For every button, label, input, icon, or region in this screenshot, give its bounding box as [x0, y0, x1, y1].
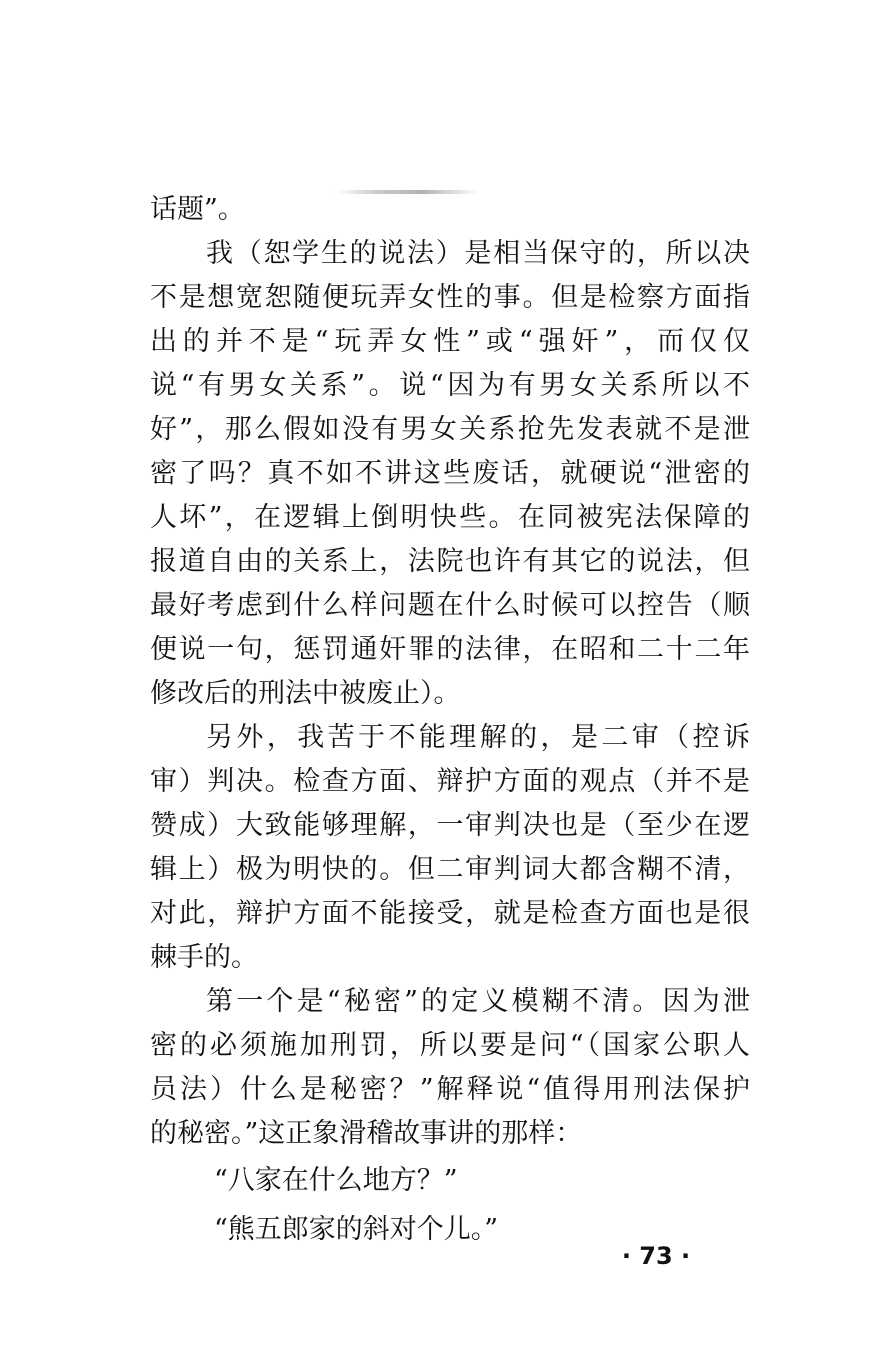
text-line: 对此，辩护方面不能接受，就是检查方面也是很	[150, 898, 750, 929]
text-line: 报道自由的关系上，法院也许有其它的说法，但	[150, 546, 750, 577]
text-line: 最好考虑到什么样问题在什么时候可以控告（顺	[150, 590, 750, 621]
text-line: 人坏”，在逻辑上倒明快些。在同被宪法保障的	[150, 502, 750, 533]
text-line: 密了吗？真不如不讲这些废话，就硬说“泄密的	[150, 458, 750, 489]
text-line: 好”，那么假如没有男女关系抢先发表就不是泄	[150, 414, 750, 445]
text-line: 我（恕学生的说法）是相当保守的，所以决	[206, 238, 750, 269]
text-line: 密的必须施加刑罚，所以要是问“（国家公职人	[150, 1030, 750, 1061]
dialogue-line: “熊五郎家的斜对个儿。”	[214, 1214, 499, 1245]
dialogue-line: “八家在什么地方？”	[214, 1165, 458, 1196]
text-line: 员法）什么是秘密？”解释说“值得用刑法保护	[150, 1074, 750, 1105]
text-line: 赞成）大致能够理解，一审判决也是（至少在逻	[150, 810, 750, 841]
text-line: 出的并不是“玩弄女性”或“强奸”，而仅仅	[150, 326, 750, 357]
text-line: 棘手的。	[150, 942, 258, 973]
body-text	[150, 188, 750, 1254]
text-line: 修改后的刑法中被废止）。	[150, 678, 461, 709]
text-line: 审）判决。检查方面、辩护方面的观点（并不是	[150, 766, 750, 797]
text-line: 不是想宽恕随便玩弄女性的事。但是检察方面指	[150, 282, 750, 313]
page-number: · 73 ·	[621, 1242, 691, 1270]
text-line: 便说一句，惩罚通奸罪的法律，在昭和二十二年	[150, 634, 750, 665]
text-line: 另外，我苦于不能理解的，是二审（控诉	[206, 722, 750, 753]
text-line: 说“有男女关系”。说“因为有男女关系所以不	[150, 370, 750, 401]
text-line: 话题”。	[150, 194, 245, 225]
text-line: 辑上）极为明快的。但二审判词大都含糊不清，	[150, 854, 750, 885]
text-line: 第一个是“秘密”的定义模糊不清。因为泄	[206, 986, 750, 1017]
text-line: 的秘密。”这正象滑稽故事讲的那样：	[150, 1118, 583, 1149]
